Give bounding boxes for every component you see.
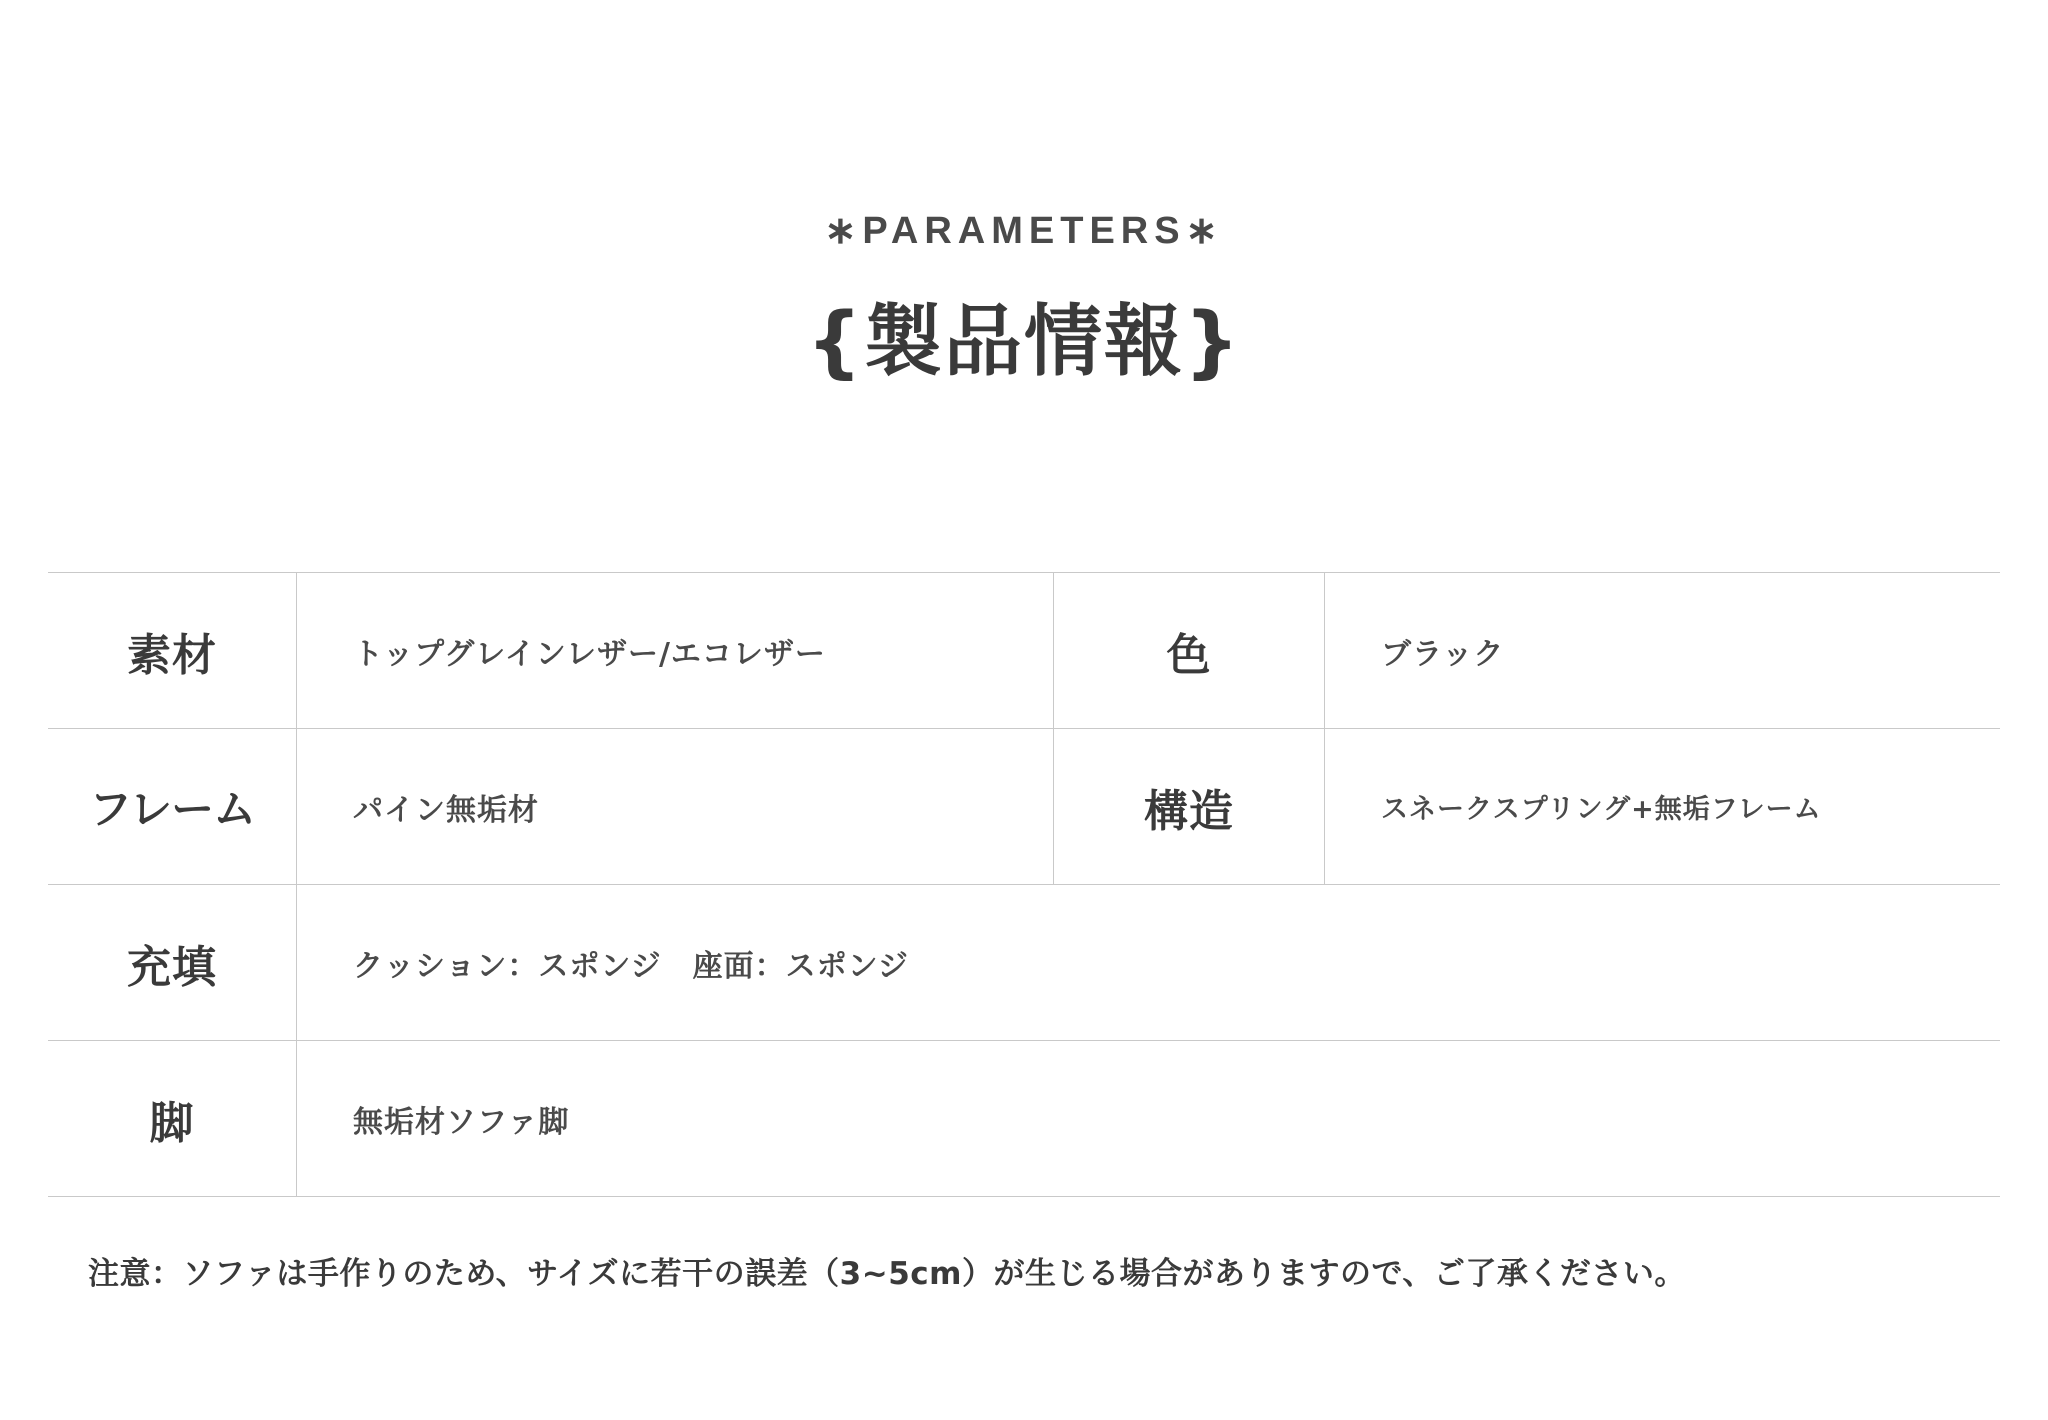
table-row	[48, 1041, 2000, 1197]
spec-value-filling: クッション：スポンジ 座面：スポンジ	[297, 885, 2001, 1041]
page-header	[0, 0, 2048, 391]
spec-value-color: ブラック	[1325, 573, 2001, 729]
disclaimer-note: 注意：ソファは手作りのため、サイズに若干の誤差（3~5cm）が生じる場合がありますので、ご了承ください。	[88, 1256, 1686, 1292]
spec-label-material: 素材	[48, 573, 297, 729]
spec-table	[48, 572, 2000, 1197]
spec-label-color: 色	[1054, 573, 1325, 729]
eyebrow-parameters: ∗PARAMETERS∗	[824, 210, 1224, 252]
spec-label-structure: 構造	[1054, 729, 1325, 885]
spec-value-legs: 無垢材ソファ脚	[297, 1041, 2001, 1197]
spec-value-material: トップグレインレザー/エコレザー	[297, 573, 1054, 729]
table-row	[48, 885, 2000, 1041]
spec-table-container	[48, 572, 2000, 1197]
spec-value-structure: スネークスプリング+無垢フレーム	[1325, 729, 2001, 885]
table-row	[48, 729, 2000, 885]
spec-label-filling: 充填	[48, 885, 297, 1041]
spec-label-frame: フレーム	[48, 729, 297, 885]
page-title: {製品情報}	[806, 297, 1242, 387]
spec-value-frame: パイン無垢材	[297, 729, 1054, 885]
spec-label-legs: 脚	[48, 1041, 297, 1197]
table-row	[48, 573, 2000, 729]
